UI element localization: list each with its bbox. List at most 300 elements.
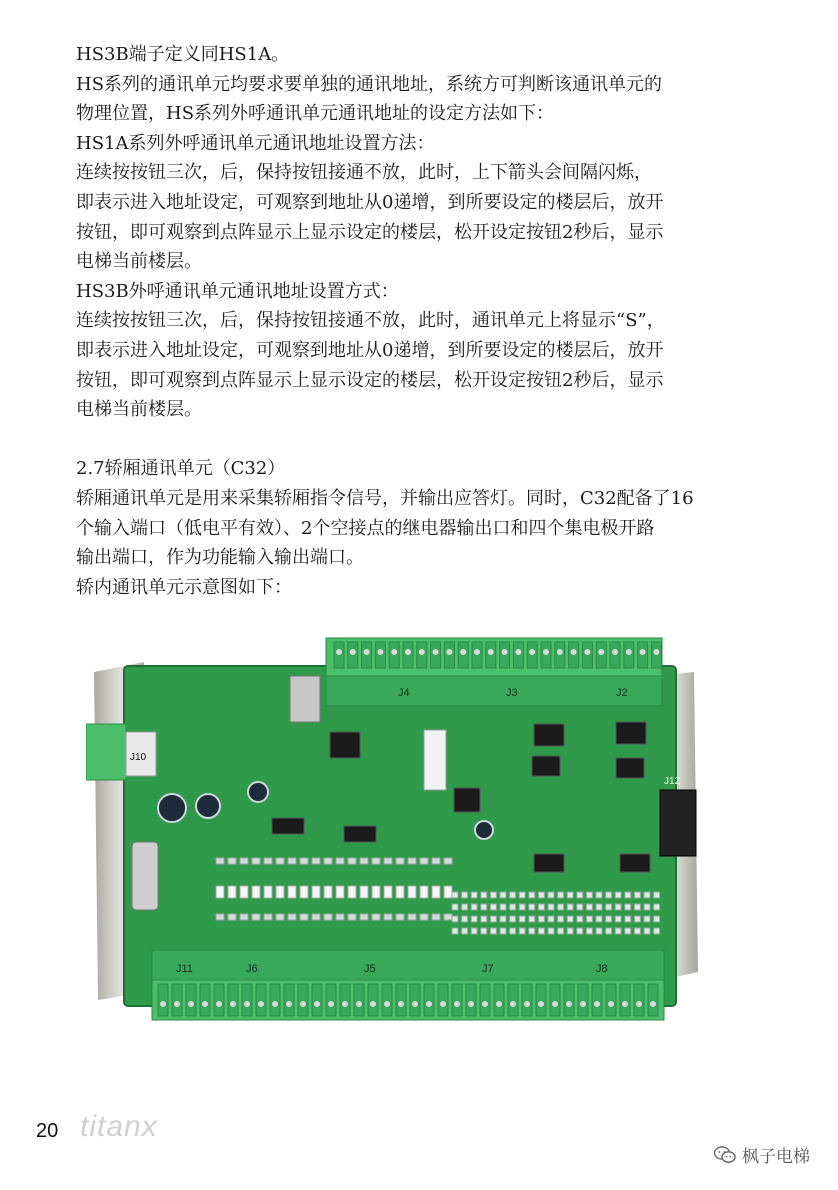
screw-head — [474, 649, 480, 655]
ic-chip — [616, 722, 646, 744]
bottom-connector-header — [152, 950, 664, 980]
terminal-screw — [592, 984, 602, 1016]
db9-serial-port — [132, 842, 158, 910]
figure-caption: 轿内通讯单元示意图如下： — [76, 576, 292, 598]
smd-component — [510, 904, 516, 910]
smd-component — [462, 916, 468, 922]
body-line: 按钮，即可观察到点阵显示上显示设定的楼层，松开设定按钮2秒后，显示 — [76, 221, 664, 243]
body-line: HS系列的通讯单元均要求要单独的通讯地址，系统方可判断该通讯单元的 — [76, 73, 663, 95]
smd-component — [558, 892, 564, 898]
smd-component — [462, 892, 468, 898]
smd-component — [519, 904, 525, 910]
led — [300, 914, 308, 920]
smd-component — [452, 916, 458, 922]
screw-head — [364, 649, 370, 655]
ic-chip — [616, 758, 644, 778]
smd-component — [548, 892, 554, 898]
terminal-screw — [634, 984, 644, 1016]
body-line: 物理位置，HS系列外呼通讯单元通讯地址的设定方法如下： — [76, 103, 555, 125]
smd-component — [452, 928, 458, 934]
smd-component — [596, 904, 602, 910]
led — [372, 914, 380, 920]
screw-head — [398, 1001, 404, 1007]
screw-head — [529, 649, 535, 655]
terminal-screw — [424, 984, 434, 1016]
ic-chip — [344, 826, 376, 842]
connector-label-j4: J4 — [398, 687, 410, 699]
electrolytic-capacitor — [196, 794, 220, 818]
terminal-screw — [256, 984, 266, 1016]
connector-label-j12: J12 — [664, 776, 681, 787]
body-line: 即表示进入地址设定，可观察到地址从0递增，到所要设定的楼层后，放开 — [76, 191, 664, 213]
smd-component — [615, 916, 621, 922]
screw-head — [488, 649, 494, 655]
ic-chip — [454, 788, 480, 812]
terminal-screw — [438, 984, 448, 1016]
smd-component — [654, 928, 660, 934]
connector-label-j6: J6 — [246, 963, 258, 975]
smd-component — [586, 892, 592, 898]
screw-head — [468, 1001, 474, 1007]
smd-component — [519, 892, 525, 898]
screw-head — [258, 1001, 264, 1007]
section-line: 输出端口，作为功能输入输出端口。 — [76, 547, 364, 569]
screw-head — [328, 1001, 334, 1007]
led — [228, 858, 236, 864]
smd-component — [538, 916, 544, 922]
screw-head — [286, 1001, 292, 1007]
terminal-screw — [410, 984, 420, 1016]
screw-head — [446, 649, 452, 655]
pcb-figure — [86, 632, 704, 1024]
led — [408, 858, 416, 864]
ic-chip — [534, 724, 564, 746]
screw-head — [454, 1001, 460, 1007]
smd-component — [634, 892, 640, 898]
smd-component — [529, 928, 535, 934]
led — [444, 858, 452, 864]
smd-component — [500, 904, 506, 910]
page-number: 20 — [36, 1120, 59, 1142]
terminal-screw — [550, 984, 560, 1016]
relay — [290, 676, 320, 722]
smd-component — [481, 928, 487, 934]
screw-head — [502, 649, 508, 655]
smd-component — [452, 892, 458, 898]
body-line: 连续按按钮三次，后，保持按钮接通不放，此时，上下箭头会间隔闪烁， — [76, 162, 652, 184]
smd-component — [490, 928, 496, 934]
screw-head — [426, 1001, 432, 1007]
ic-chip — [272, 818, 304, 834]
pcb-board-image — [86, 632, 704, 1024]
body-line: HS1A系列外呼通讯单元通讯地址设置方法： — [76, 132, 435, 154]
terminal-screw — [298, 984, 308, 1016]
smd-component — [634, 904, 640, 910]
section-heading: 2.7轿厢通讯单元（C32） — [76, 458, 286, 480]
smd-component — [606, 892, 612, 898]
led — [372, 858, 380, 864]
led — [300, 886, 308, 898]
terminal-screw — [522, 984, 532, 1016]
wechat-icon — [714, 1146, 736, 1164]
terminal-screw — [228, 984, 238, 1016]
screw-head — [419, 649, 425, 655]
led — [372, 886, 380, 898]
led — [396, 914, 404, 920]
screw-head — [412, 1001, 418, 1007]
connector-label-j11: J11 — [176, 963, 193, 975]
smd-component — [615, 904, 621, 910]
pin-header — [424, 730, 446, 790]
terminal-screw — [340, 984, 350, 1016]
smd-component — [625, 904, 631, 910]
smd-component — [481, 892, 487, 898]
smd-component — [596, 892, 602, 898]
led — [312, 858, 320, 864]
screw-head — [524, 1001, 530, 1007]
smd-component — [519, 928, 525, 934]
smd-component — [615, 928, 621, 934]
screw-head — [384, 1001, 390, 1007]
led — [432, 858, 440, 864]
smd-component — [490, 892, 496, 898]
smd-component — [577, 892, 583, 898]
led — [336, 886, 344, 898]
body-line: 即表示进入地址设定，可观察到地址从0递增，到所要设定的楼层后，放开 — [76, 339, 664, 361]
led — [252, 858, 260, 864]
led — [288, 858, 296, 864]
smd-component — [577, 916, 583, 922]
smd-component — [606, 916, 612, 922]
led — [348, 858, 356, 864]
smd-component — [586, 904, 592, 910]
screw-head — [594, 1001, 600, 1007]
smd-component — [558, 928, 564, 934]
led — [420, 886, 428, 898]
screw-head — [557, 649, 563, 655]
screw-head — [653, 649, 659, 655]
smd-component — [634, 916, 640, 922]
smd-component — [481, 904, 487, 910]
terminal-screw — [172, 984, 182, 1016]
wechat-watermark — [714, 1142, 810, 1167]
screw-head — [598, 649, 604, 655]
screw-head — [552, 1001, 558, 1007]
terminal-screw — [508, 984, 518, 1016]
led — [384, 858, 392, 864]
smd-component — [462, 904, 468, 910]
section-line: 个输入端口（低电平有效）、2个空接点的继电器输出口和四个集电极开路 — [76, 517, 655, 539]
led — [420, 858, 428, 864]
screw-head — [650, 1001, 656, 1007]
smd-component — [481, 916, 487, 922]
led — [312, 914, 320, 920]
smd-component — [510, 892, 516, 898]
terminal-screw — [466, 984, 476, 1016]
connector-label-j2: J2 — [616, 687, 628, 699]
led — [336, 858, 344, 864]
smd-component — [558, 916, 564, 922]
terminal-screw — [354, 984, 364, 1016]
smd-component — [500, 928, 506, 934]
led — [444, 914, 452, 920]
smd-component — [558, 904, 564, 910]
screw-head — [433, 649, 439, 655]
led — [252, 914, 260, 920]
screw-head — [188, 1001, 194, 1007]
terminal-screw — [648, 984, 658, 1016]
brand-watermark: titanx — [80, 1110, 158, 1143]
screw-head — [405, 649, 411, 655]
smd-component — [462, 928, 468, 934]
right-ribbon-connector — [660, 790, 696, 856]
screw-head — [510, 1001, 516, 1007]
ic-chip — [532, 756, 560, 776]
led — [228, 914, 236, 920]
screw-head — [538, 1001, 544, 1007]
led — [444, 886, 452, 898]
smd-component — [586, 928, 592, 934]
ic-chip — [330, 732, 360, 758]
led — [288, 914, 296, 920]
led — [216, 914, 224, 920]
smd-component — [586, 916, 592, 922]
smd-component — [654, 904, 660, 910]
smd-component — [471, 928, 477, 934]
led — [420, 914, 428, 920]
led — [240, 914, 248, 920]
screw-head — [272, 1001, 278, 1007]
led — [432, 886, 440, 898]
screw-head — [314, 1001, 320, 1007]
led — [324, 858, 332, 864]
terminal-screw — [620, 984, 630, 1016]
terminal-screw — [564, 984, 574, 1016]
screw-head — [460, 649, 466, 655]
led — [360, 886, 368, 898]
terminal-screw — [242, 984, 252, 1016]
led — [216, 886, 224, 898]
ic-chip — [620, 854, 650, 872]
screw-head — [230, 1001, 236, 1007]
led — [324, 886, 332, 898]
paragraph-gap — [76, 425, 776, 455]
screw-head — [515, 649, 521, 655]
smd-component — [471, 904, 477, 910]
led — [276, 886, 284, 898]
led — [360, 914, 368, 920]
smd-component — [567, 928, 573, 934]
smd-component — [538, 892, 544, 898]
body-line: 电梯当前楼层。 — [76, 399, 202, 421]
connector-label-j5: J5 — [364, 963, 376, 975]
top-connector-header — [326, 676, 662, 706]
smd-component — [567, 916, 573, 922]
smd-component — [625, 892, 631, 898]
smd-component — [644, 892, 650, 898]
document-body — [76, 40, 776, 602]
smd-component — [567, 892, 573, 898]
body-line: HS3B端子定义同HS1A。 — [76, 44, 290, 65]
terminal-screw — [494, 984, 504, 1016]
screw-head — [482, 1001, 488, 1007]
led — [216, 858, 224, 864]
terminal-screw — [396, 984, 406, 1016]
screw-head — [622, 1001, 628, 1007]
screw-head — [391, 649, 397, 655]
led — [240, 886, 248, 898]
screw-head — [216, 1001, 222, 1007]
smd-component — [471, 892, 477, 898]
terminal-screw — [200, 984, 210, 1016]
smd-component — [625, 916, 631, 922]
smd-component — [567, 904, 573, 910]
screw-head — [370, 1001, 376, 1007]
screw-head — [160, 1001, 166, 1007]
led — [384, 886, 392, 898]
smd-component — [529, 892, 535, 898]
led — [300, 858, 308, 864]
smd-component — [654, 892, 660, 898]
led — [408, 914, 416, 920]
smd-component — [606, 928, 612, 934]
screw-head — [626, 649, 632, 655]
screw-head — [584, 649, 590, 655]
screw-head — [580, 1001, 586, 1007]
watermark-text: 枫子电梯 — [742, 1147, 810, 1167]
screw-head — [350, 649, 356, 655]
led — [348, 914, 356, 920]
smd-component — [644, 928, 650, 934]
smd-component — [644, 904, 650, 910]
body-line: 电梯当前楼层。 — [76, 251, 202, 273]
led — [228, 886, 236, 898]
led — [276, 858, 284, 864]
smd-component — [490, 916, 496, 922]
terminal-screw — [284, 984, 294, 1016]
smd-component — [577, 904, 583, 910]
screw-head — [543, 649, 549, 655]
terminal-screw — [326, 984, 336, 1016]
smd-component — [538, 928, 544, 934]
electrolytic-capacitor — [158, 794, 186, 822]
led — [408, 886, 416, 898]
terminal-screw — [186, 984, 196, 1016]
smd-component — [510, 916, 516, 922]
connector-label-j8: J8 — [596, 963, 608, 975]
led — [324, 914, 332, 920]
terminal-screw — [536, 984, 546, 1016]
terminal-screw — [606, 984, 616, 1016]
screw-head — [566, 1001, 572, 1007]
led — [396, 886, 404, 898]
smd-component — [490, 904, 496, 910]
led — [396, 858, 404, 864]
led — [336, 914, 344, 920]
smd-component — [644, 916, 650, 922]
screw-head — [608, 1001, 614, 1007]
terminal-screw — [158, 984, 168, 1016]
smd-component — [615, 892, 621, 898]
led — [264, 858, 272, 864]
smd-component — [548, 916, 554, 922]
led — [264, 886, 272, 898]
smd-component — [625, 928, 631, 934]
screw-head — [300, 1001, 306, 1007]
smd-component — [471, 916, 477, 922]
screw-head — [336, 649, 342, 655]
connector-label-j3: J3 — [506, 687, 518, 699]
body-line: 按钮，即可观察到点阵显示上显示设定的楼层，松开设定按钮2秒后，显示 — [76, 369, 664, 391]
smd-component — [500, 892, 506, 898]
smd-component — [548, 904, 554, 910]
smd-component — [577, 928, 583, 934]
led — [288, 886, 296, 898]
terminal-screw — [214, 984, 224, 1016]
led — [360, 858, 368, 864]
screw-head — [174, 1001, 180, 1007]
connector-label-j7: J7 — [482, 963, 494, 975]
screw-head — [244, 1001, 250, 1007]
smd-component — [510, 928, 516, 934]
screw-head — [440, 1001, 446, 1007]
led — [348, 886, 356, 898]
terminal-screw — [368, 984, 378, 1016]
smd-component — [529, 904, 535, 910]
led — [312, 886, 320, 898]
screw-head — [342, 1001, 348, 1007]
terminal-screw — [382, 984, 392, 1016]
screw-head — [377, 649, 383, 655]
left-terminal-block — [86, 724, 126, 780]
smd-component — [654, 916, 660, 922]
screw-head — [571, 649, 577, 655]
terminal-screw — [452, 984, 462, 1016]
screw-head — [356, 1001, 362, 1007]
screw-head — [640, 649, 646, 655]
led — [384, 914, 392, 920]
terminal-screw — [480, 984, 490, 1016]
smd-component — [634, 928, 640, 934]
led — [264, 914, 272, 920]
screw-head — [202, 1001, 208, 1007]
terminal-screw — [578, 984, 588, 1016]
electrolytic-capacitor — [475, 821, 493, 839]
screw-head — [636, 1001, 642, 1007]
smd-component — [548, 928, 554, 934]
section-line: 轿厢通讯单元是用来采集轿厢指令信号，并输出应答灯。同时，C32配备了16 — [76, 487, 694, 509]
smd-component — [606, 904, 612, 910]
terminal-screw — [312, 984, 322, 1016]
smd-component — [519, 916, 525, 922]
smd-component — [500, 916, 506, 922]
screw-head — [612, 649, 618, 655]
led — [252, 886, 260, 898]
led — [432, 914, 440, 920]
led — [240, 858, 248, 864]
connector-label-j10: J10 — [130, 752, 147, 763]
screw-head — [496, 1001, 502, 1007]
smd-component — [596, 916, 602, 922]
smd-component — [452, 904, 458, 910]
led — [276, 914, 284, 920]
ic-chip — [534, 854, 564, 872]
smd-component — [596, 928, 602, 934]
body-line: 连续按按钮三次，后，保持按钮接通不放，此时，通讯单元上将显示“S”， — [76, 310, 665, 332]
smd-component — [529, 916, 535, 922]
electrolytic-capacitor — [248, 782, 268, 802]
body-line: HS3B外呼通讯单元通讯地址设置方式： — [76, 280, 399, 302]
